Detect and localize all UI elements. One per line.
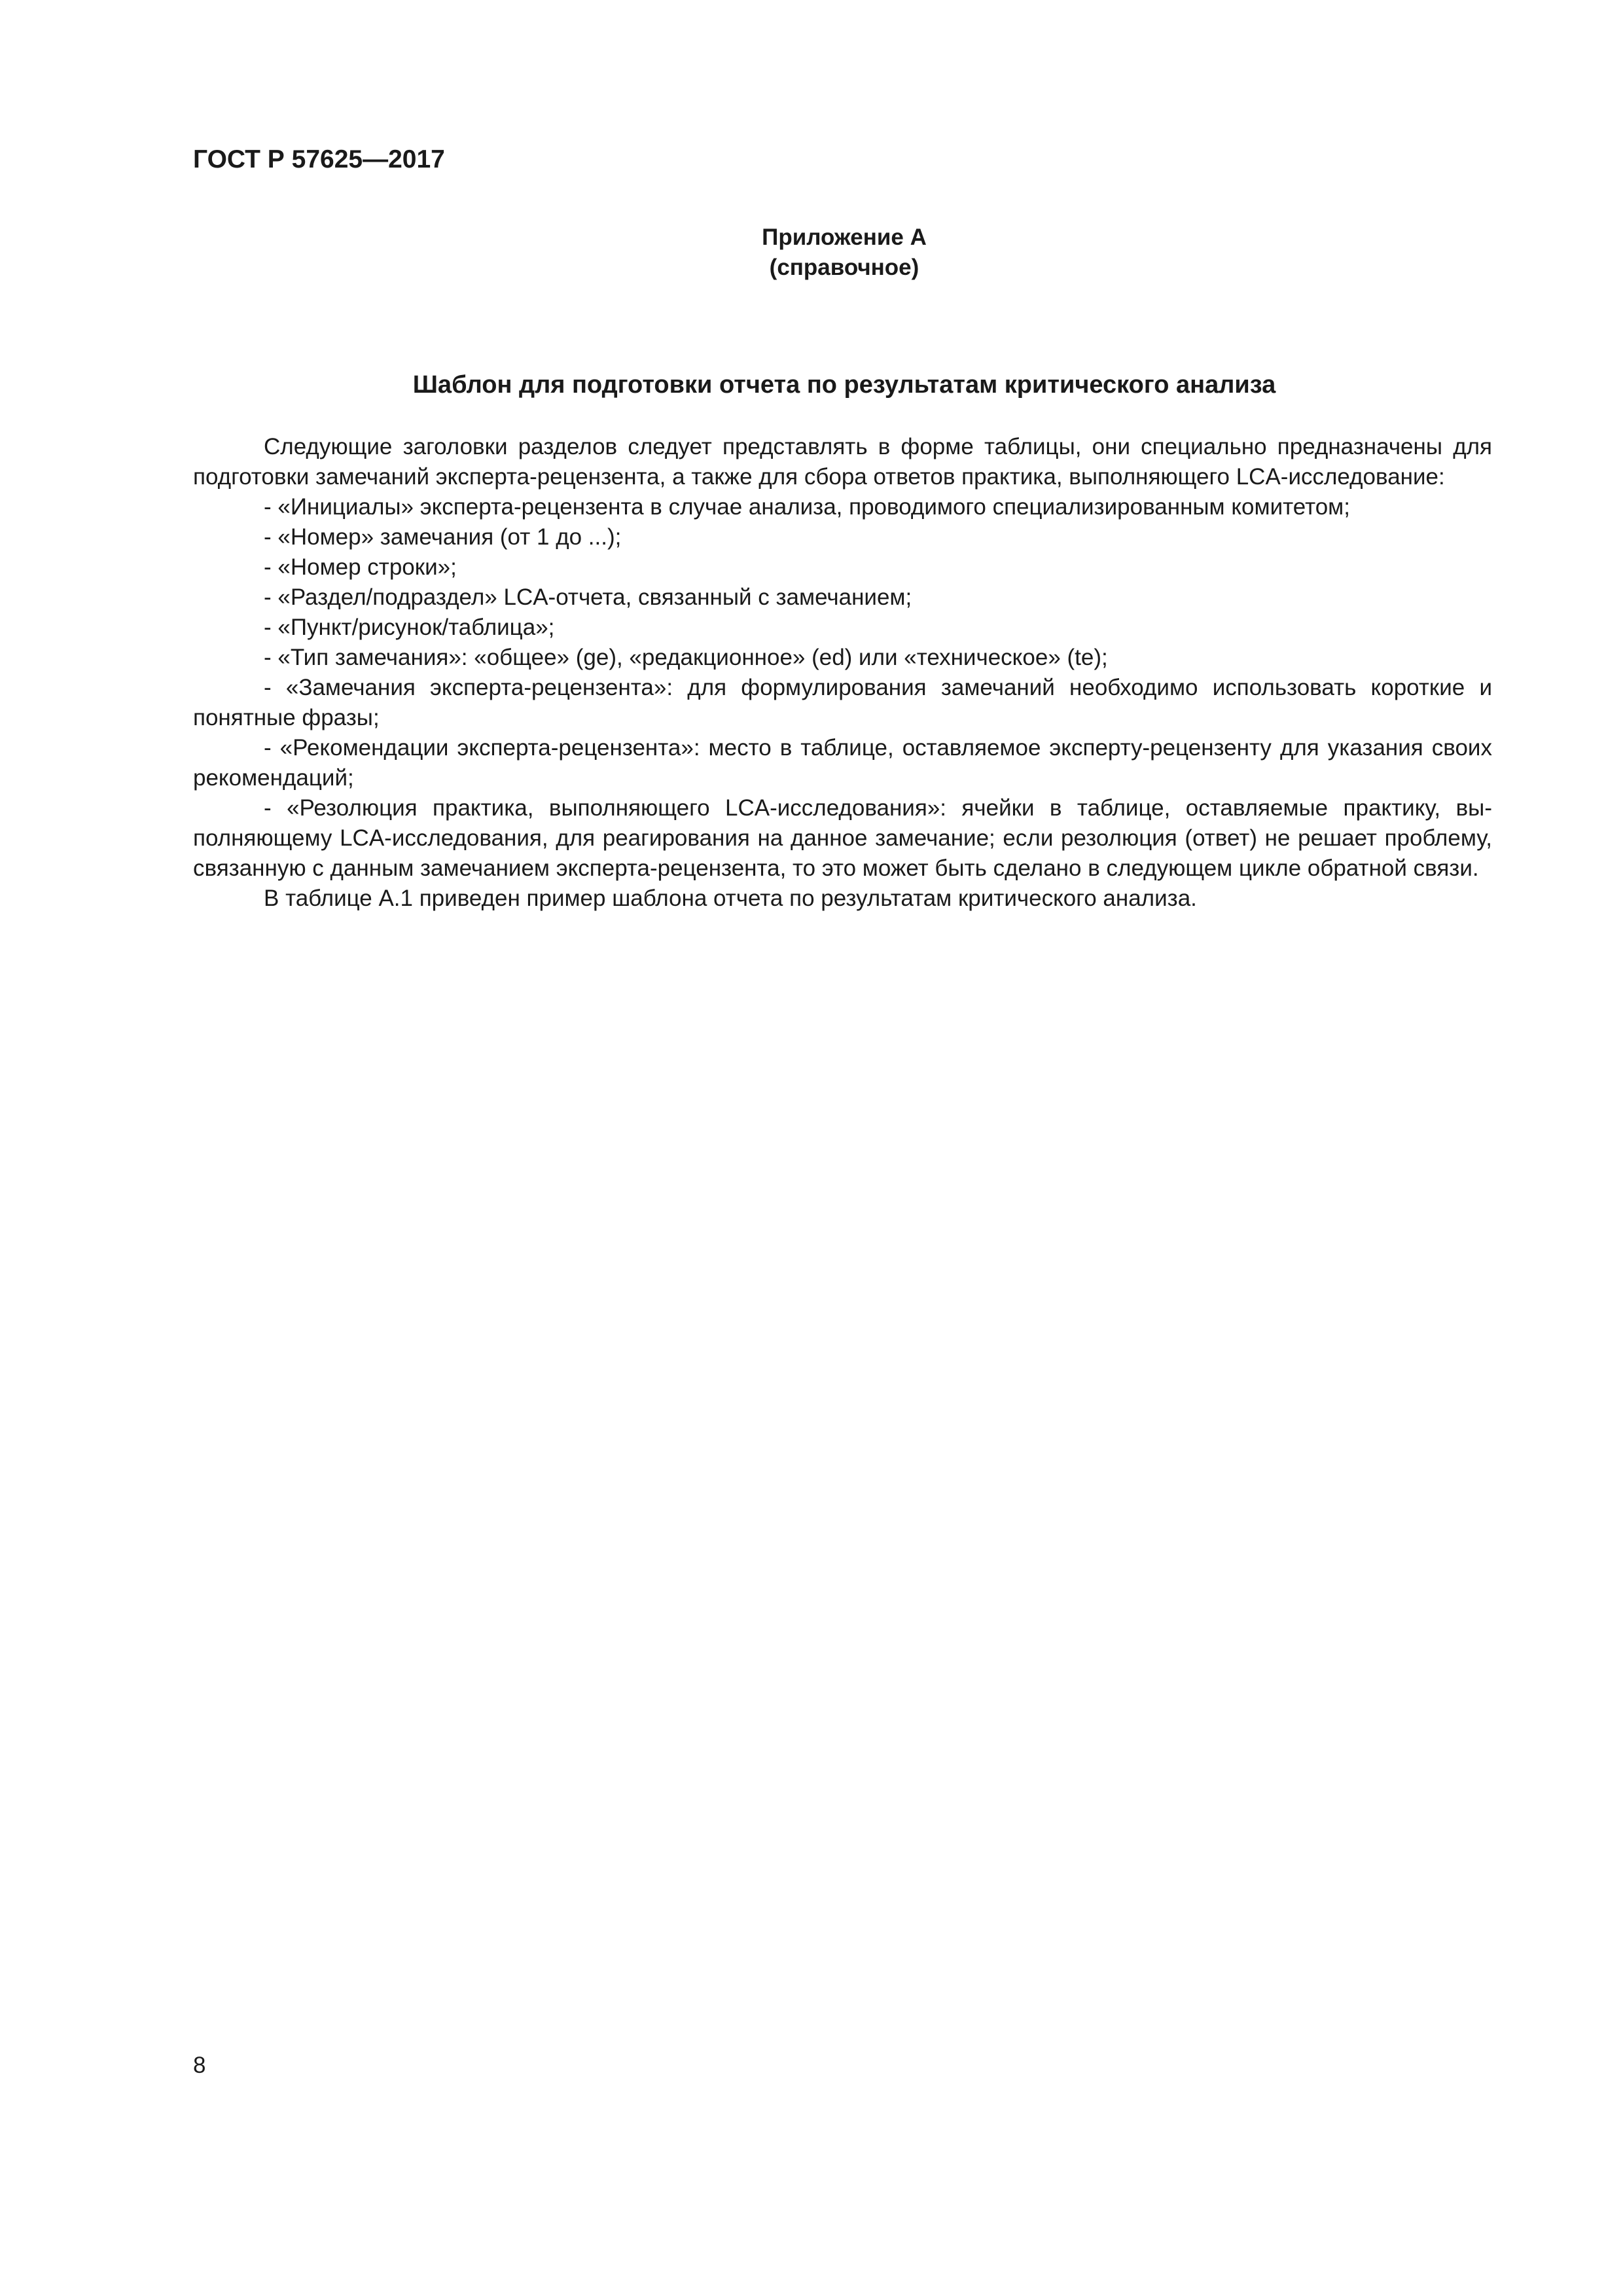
body-text <box>193 432 1492 914</box>
list-item: - «Инициалы» эксперта-рецензента в случае анализа, проводимого специализированным комитетом; <box>264 494 1350 520</box>
list-item: - «Номер строки»; <box>264 554 457 580</box>
section-title: Шаблон для подготовки отчета по результатам критического анализа <box>412 371 1276 399</box>
list-item: - «Номер» замечания (от 1 до ...); <box>264 524 622 550</box>
list-item: - «Рекомендации эксперта-рецензента»: место в таблице, оставляемое эксперту-рецензенту для указания своих рекомендаций; <box>193 735 1492 791</box>
document-code: ГОСТ Р 57625—2017 <box>193 145 445 173</box>
appendix-heading <box>0 223 1623 283</box>
paragraph-intro: Следующие заголовки разделов следует представлять в форме таблицы, они специально предназначены для подготовки замечаний эксперта-рецензента, а также для сбора ответов практика, выполняющего LCA-исследование: <box>193 434 1492 490</box>
paragraph-table-reference: В таблице А.1 приведен пример шаблона отчета по результатам критического анализа. <box>264 886 1197 911</box>
list-item: - «Резолюция практика, выполняющего LCA-исследования»: ячейки в таблице, оставляемые практику, выполняющему LCA-исследования, для реагирования на данное замечание; если резолюция (ответ) не решает проблему, связанную с данным замечанием эксперта-рецензента, то это может быть сделано в следующем цикле обратной связи. <box>193 795 1492 881</box>
list-item: - «Замечания эксперта-рецензента»: для формулирования замечаний необходимо использовать короткие и понятные фразы; <box>193 675 1492 730</box>
page-number: 8 <box>193 2053 206 2078</box>
appendix-subtitle: (справочное) <box>769 255 919 280</box>
appendix-title: Приложение А <box>762 224 927 250</box>
list-item: - «Тип замечания»: «общее» (ge), «редакционное» (ed) или «техническое» (te); <box>264 645 1108 670</box>
list-item: - «Пункт/рисунок/таблица»; <box>264 615 555 640</box>
list-item: - «Раздел/подраздел» LCA-отчета, связанный с замечанием; <box>264 584 912 610</box>
